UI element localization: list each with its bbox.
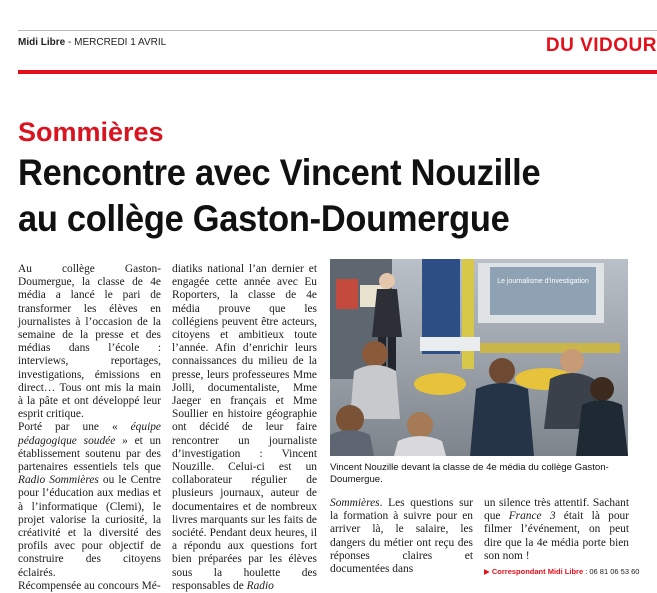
- text-run: Porté par une «: [18, 421, 131, 434]
- screen-title: Le journalisme d'investigation: [497, 278, 589, 285]
- correspondent-label: Correspondant Midi Libre: [491, 567, 584, 577]
- paragraph-questions: [330, 497, 473, 576]
- article-kicker: Sommières: [18, 117, 164, 147]
- page-header: [0, 0, 657, 74]
- quote-emphasis: équipe pédagogique soudée: [18, 421, 161, 447]
- text-run: » et un établissement soutenu par des partenaires essentiels tels que: [18, 434, 161, 474]
- text-run: diatiks national l’an dernier et engagée cette année avec Eu Roporters, la classe de 4e média prouve que les collégiens peuvent être acteurs, citoyens et ambitieux toute l’année. Afin d’enrichir leurs connaissances du milieu de la presse, leurs professeures Mme Jolli, documentaliste, Mme Jaeger en français et Mme Soullier en histoire géographie ont décidé de leur faire rencontrer un journaliste d’investigation : Vincent Nouzille. Celui-ci est un collaborateur régulier de plusieurs journaux, auteur de documentaires et de nombreux livres marquants sur les faits de société. Pendant deux heures, il a répondu aux questions fort bien préparées par les élèves sous la houlette des responsables de: [172, 263, 317, 592]
- paragraph-award: Récompensée au concours Mé-: [18, 579, 161, 592]
- text-run: . Les questions sur la formation à suivre pour en arriver là, le salaire, les dangers du métier ont reçu des réponses claires et documentées dans: [330, 497, 473, 576]
- article-headline: [18, 150, 604, 242]
- folio: [18, 37, 166, 48]
- paragraph-conclusion: [484, 497, 629, 563]
- photo-caption: [330, 462, 628, 485]
- caption-text: Vincent Nouzille devant la classe de 4e média du collège Gaston-Doumergue.: [330, 462, 609, 485]
- radio-name: Sommières: [330, 497, 380, 509]
- text-run: était là pour filmer l’événement, on peut dire que la 4e média porte bien son nom !: [484, 510, 630, 562]
- paragraph-partners: [18, 421, 161, 579]
- article-column-2: [172, 263, 317, 593]
- article-column-4: [484, 497, 640, 578]
- headline-line-1: Rencontre avec Vincent Nouzille: [18, 152, 541, 193]
- correspondent-credit: [484, 565, 640, 578]
- text-run: un silence très attentif. Sachant que: [484, 497, 629, 523]
- section-rule: [18, 70, 657, 74]
- paragraph-intro: Au collège Gaston-Doumergue, la classe de 4e média a lancé le pari de transformer les élèves en journalistes à l’occasion de la semaine de la presse et des médias dans l’école : interviews, reportages, investigations, émissions en direct… Tous ont mis la main à la pâte et ont développé leur esprit critique.: [18, 263, 161, 421]
- article-photo: [330, 259, 628, 456]
- issue-date: - MERCREDI 1 AVRIL: [65, 37, 167, 48]
- triangle-bullet-icon: ▶: [484, 567, 492, 577]
- broadcaster-name: France 3: [508, 510, 556, 523]
- headline-line-2: au collège Gaston-Doumergue: [18, 198, 510, 239]
- article-column-1: [18, 263, 161, 593]
- newspaper-name: Midi Libre: [18, 37, 66, 48]
- classroom-photo: [330, 259, 628, 456]
- paragraph-meeting: [172, 263, 317, 593]
- text-run: ou le Centre pour l’éducation aux medias et à l’informatique (Clemi), le projet valorise la curiosité, la créativité et la diversité des profils avec pour objectif de construire des citoyens éclairés.: [18, 474, 161, 579]
- radio-name: Radio: [246, 579, 274, 592]
- article-column-3: [330, 497, 473, 576]
- correspondent-phone: : 06 81 06 53 60: [583, 567, 640, 577]
- top-rule: [18, 30, 657, 31]
- section-title: DU VIDOUR: [545, 35, 657, 56]
- radio-name: Radio Sommières: [18, 474, 99, 487]
